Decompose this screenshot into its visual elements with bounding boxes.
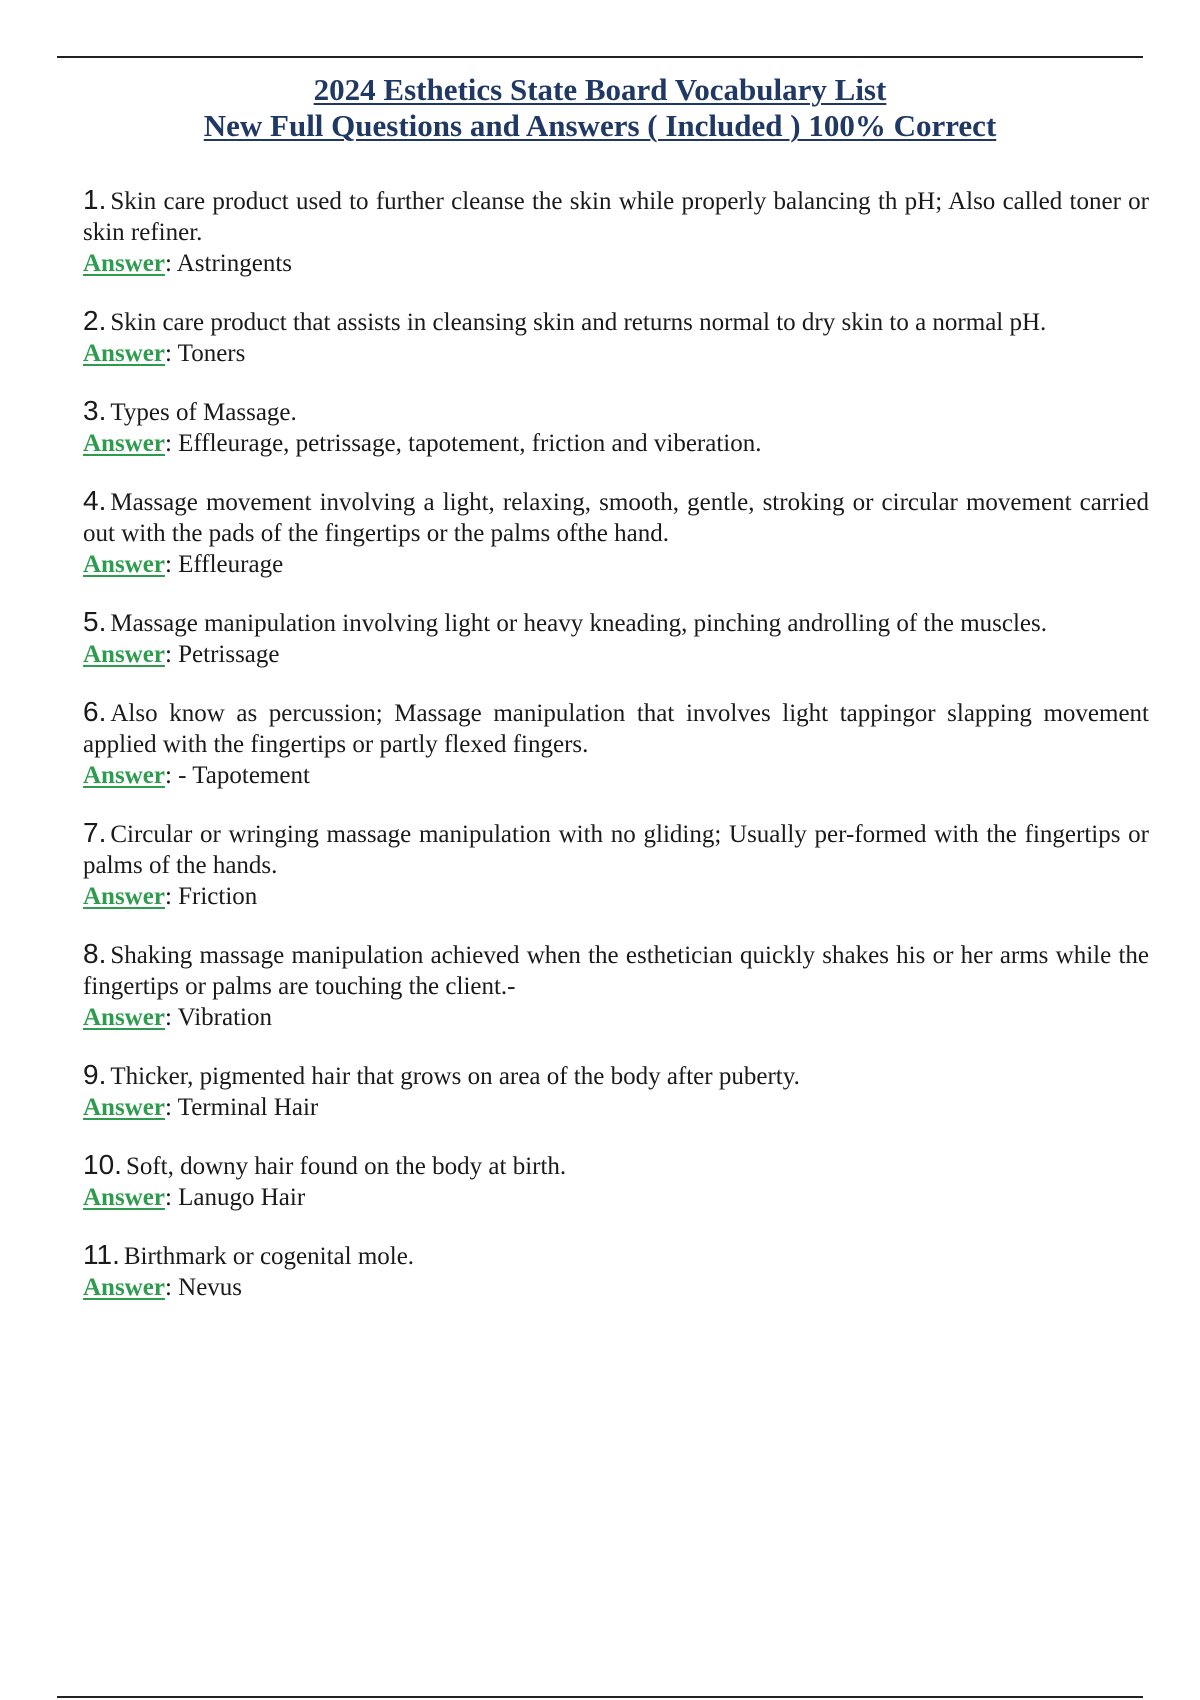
qa-list [83, 184, 1149, 1329]
question-text [83, 1149, 1149, 1182]
question-body: Massage movement involving a light, relaxing, smooth, gentle, stroking or circular movement carried out with the pads of the fingertips or the palms ofthe hand. [83, 489, 1149, 547]
answer-line [83, 1092, 1149, 1123]
answer-line [83, 760, 1149, 791]
answer-label: Answer [83, 430, 165, 457]
question-text [83, 485, 1149, 549]
qa-item [83, 696, 1149, 791]
qa-item [83, 485, 1149, 580]
answer-line [83, 881, 1149, 912]
answer-text: : Petrissage [164, 641, 280, 668]
answer-text: : Toners [164, 340, 246, 367]
answer-label: Answer [83, 762, 165, 789]
answer-text: : Effleurage, petrissage, tapotement, friction and viberation. [164, 430, 762, 457]
question-body: Types of Massage. [110, 399, 297, 426]
answer-text: : Friction [164, 883, 258, 910]
question-number: 7. [83, 817, 107, 848]
answer-text: : Nevus [164, 1274, 243, 1301]
answer-label: Answer [83, 641, 165, 668]
answer-line [83, 248, 1149, 279]
bottom-divider [57, 1696, 1143, 1698]
answer-label: Answer [83, 1004, 165, 1031]
question-body: Shaking massage manipulation achieved when the esthetician quickly shakes his or her arms while the fingertips or palms are touching the client.- [83, 942, 1149, 1000]
document-title: 2024 Esthetics State Board Vocabulary List [313, 72, 887, 107]
answer-label: Answer [83, 1274, 165, 1301]
answer-label: Answer [83, 1184, 165, 1211]
answer-label: Answer [83, 1094, 165, 1121]
question-body: Circular or wringing massage manipulation with no gliding; Usually per-formed with the fingertips or palms of the hands. [83, 821, 1149, 879]
question-text [83, 184, 1149, 248]
question-text [83, 395, 1149, 428]
qa-item [83, 1149, 1149, 1213]
question-number: 1. [83, 184, 107, 215]
question-number: 2. [83, 305, 107, 336]
answer-line [83, 338, 1149, 369]
question-text [83, 1239, 1149, 1272]
answer-line [83, 1182, 1149, 1213]
question-text [83, 1059, 1149, 1092]
qa-item [83, 817, 1149, 912]
answer-label: Answer [83, 551, 165, 578]
top-divider [57, 56, 1143, 58]
question-body: Massage manipulation involving light or heavy kneading, pinching androlling of the muscles. [110, 610, 1047, 637]
answer-text: : Astringents [164, 250, 293, 277]
qa-item [83, 606, 1149, 670]
question-number: 5. [83, 606, 107, 637]
question-body: Birthmark or cogenital mole. [123, 1243, 415, 1270]
question-text [83, 305, 1149, 338]
document-subtitle: New Full Questions and Answers ( Included ) 100% Correct [203, 108, 997, 143]
qa-item [83, 395, 1149, 459]
answer-line [83, 639, 1149, 670]
answer-line [83, 1272, 1149, 1303]
question-text [83, 606, 1149, 639]
question-text [83, 817, 1149, 881]
question-number: 4. [83, 485, 107, 516]
question-text [83, 938, 1149, 1002]
question-body: Soft, downy hair found on the body at birth. [125, 1153, 567, 1180]
question-number: 8. [83, 938, 107, 969]
qa-item [83, 305, 1149, 369]
answer-text: : Terminal Hair [164, 1094, 319, 1121]
question-body: Also know as percussion; Massage manipulation that involves light tappingor slapping movement applied with the fingertips or partly flexed fingers. [83, 700, 1149, 758]
answer-line [83, 1002, 1149, 1033]
answer-text: : - Tapotement [164, 762, 310, 789]
answer-label: Answer [83, 883, 165, 910]
answer-text: : Effleurage [164, 551, 284, 578]
answer-label: Answer [83, 250, 165, 277]
answer-text: : Vibration [164, 1004, 272, 1031]
answer-text: : Lanugo Hair [164, 1184, 306, 1211]
answer-line [83, 549, 1149, 580]
qa-item [83, 938, 1149, 1033]
qa-item [83, 1239, 1149, 1303]
qa-item [83, 184, 1149, 279]
question-number: 11. [83, 1239, 120, 1270]
question-body: Skin care product that assists in cleansing skin and returns normal to dry skin to a normal pH. [110, 309, 1047, 336]
question-text [83, 696, 1149, 760]
question-number: 10. [83, 1149, 122, 1180]
qa-item [83, 1059, 1149, 1123]
question-number: 6. [83, 696, 107, 727]
question-body: Thicker, pigmented hair that grows on area of the body after puberty. [110, 1063, 800, 1090]
question-number: 9. [83, 1059, 107, 1090]
question-number: 3. [83, 395, 107, 426]
answer-line [83, 428, 1149, 459]
answer-label: Answer [83, 340, 165, 367]
question-body: Skin care product used to further cleanse the skin while properly balancing th pH; Also called toner or skin refiner. [83, 188, 1149, 246]
document-header [0, 72, 1200, 144]
